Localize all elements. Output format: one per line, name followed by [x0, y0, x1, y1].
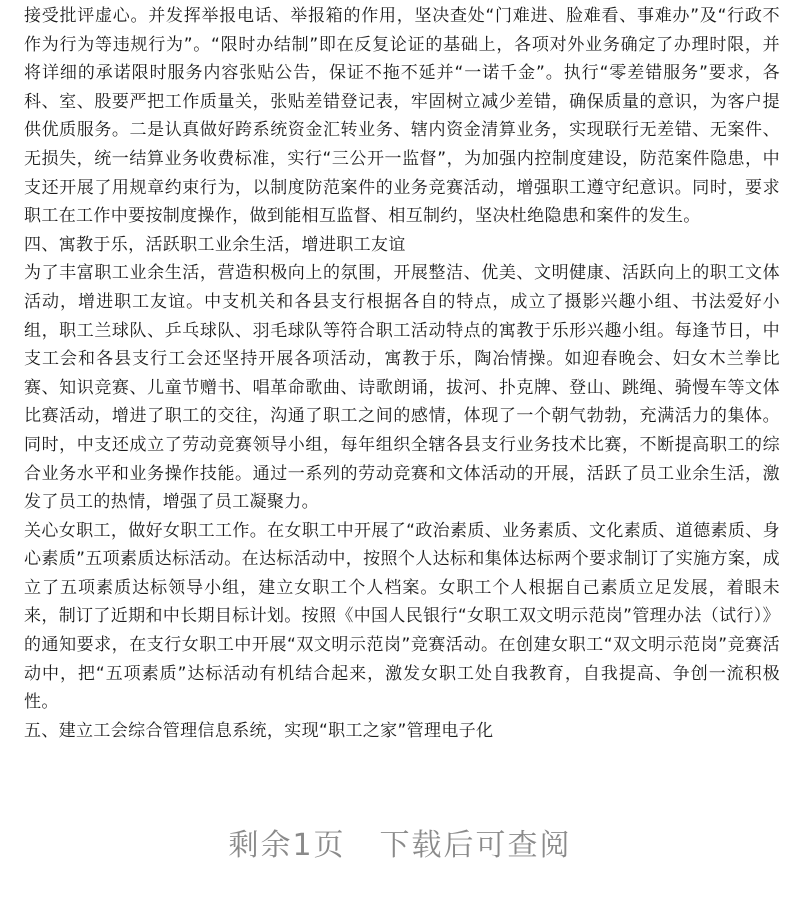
section-heading-4: 四、寓教于乐，活跃职工业余生活，增进职工友谊: [24, 234, 406, 255]
remaining-pages-text: 剩余1页: [228, 828, 346, 863]
section-heading-5: 五、建立工会综合管理信息系统，实现“职工之家”管理电子化: [24, 720, 494, 741]
document-body: [24, 2, 780, 745]
paragraph-leisure-activities: 为了丰富职工业余生活，营造积极向上的氛围，开展整洁、优美、文明健康、活跃向上的职工文体活动，增进职工友谊。中支机关和各县支行根据各自的特点，成立了摄影兴趣小组、书法爱好小组，职工兰球队、乒乓球队、羽毛球队等符合职工活动特点的寓教于乐形兴趣小组。每逢节日，中支工会和各县支行工会还坚持开展各项活动，寓教于乐，陶冶情操。如迎春晚会、妇女木兰拳比赛、知识竞赛、儿童节赠书、唱革命歌曲、诗歌朗诵，拔河、扑克牌、登山、跳绳、骑慢车等文体比赛活动，增进了职工的交往，沟通了职工之间的感情，体现了一个朝气勃勃，充满活力的集体。同时，中支还成立了劳动竞赛领导小组，每年组织全辖各县支行业务技术比赛，不断提高职工的综合业务水平和业务操作技能。通过一系列的劳动竞赛和文体活动的开展，活跃了员工业余生活，激发了员工的热情，增强了员工凝聚力。: [24, 263, 780, 513]
download-prompt[interactable]: [0, 820, 800, 864]
paragraph-female-staff: 关心女职工，做好女职工工作。在女职工中开展了“政治素质、业务素质、文化素质、道德素质、身心素质”五项素质达标活动。在达标活动中，按照个人达标和集体达标两个要求制订了实施方案，成立了五项素质达标领导小组，建立女职工个人档案。女职工个人根据自己素质立足发展，着眼未来，制订了近期和中长期目标计划。按照《中国人民银行“女职工双文明示范岗”管理办法（试行）》的通知要求，在支行女职工中开展“双文明示范岗”竞赛活动。在创建女职工“双文明示范岗”竞赛活动中，把“五项素质”达标活动有机结合起来，激发女职工处自我教育，自我提高、争创一流积极性。: [24, 520, 780, 713]
download-hint-text: 下载后可查阅: [379, 828, 572, 863]
paragraph-service-commitment: 接受批评虚心。并发挥举报电话、举报箱的作用，坚决查处“门难进、脸难看、事难办”及“行政不作为行为等违规行为”。“限时办结制”即在反复论证的基础上，各项对外业务确定了办理时限，并将详细的承诺限时服务内容张贴公告，保证不拖不延并“一诺千金”。执行“零差错服务”要求，各科、室、股要严把工作质量关，张贴差错登记表，牢固树立减少差错，确保质量的意识，为客户提供优质服务。二是认真做好跨系统资金汇转业务、辖内资金清算业务，实现联行无差错、无案件、无损失，统一结算业务收费标准，实行“三公开一监督”，为加强内控制度建设，防范案件隐患，中支还开展了用规章约束行为，以制度防范案件的业务竞赛活动，增强职工遵守纪意识。同时，要求职工在工作中要按制度操作，做到能相互监督、相互制约，坚决杜绝隐患和案件的发生。: [24, 6, 780, 227]
